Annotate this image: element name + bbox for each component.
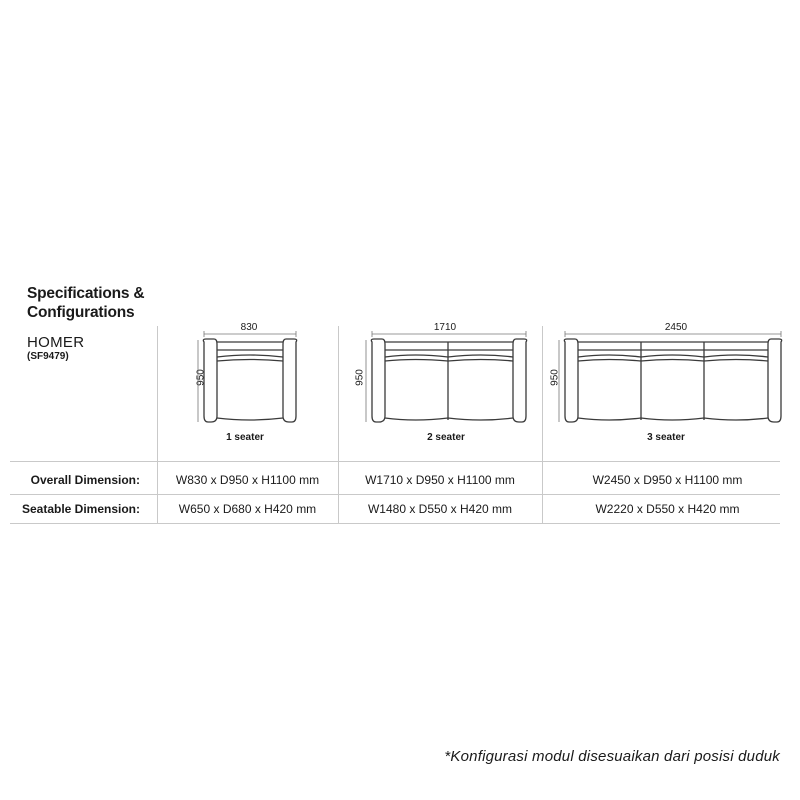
table-middle-rule bbox=[10, 494, 780, 495]
seatable-dimension-3-seater: W2220 x D550 x H420 mm bbox=[595, 502, 740, 516]
row-label-overall-dimension: Overall Dimension: bbox=[30, 473, 140, 487]
config-label-1-seater: 1 seater bbox=[226, 432, 264, 443]
footnote: *Konfigurasi modul disesuaikan dari posisi duduk bbox=[444, 748, 780, 765]
page-title bbox=[27, 284, 144, 322]
seatable-dimension-2-seater: W1480 x D550 x H420 mm bbox=[367, 502, 513, 516]
seatable-dimension-1-seater: W650 x D680 x H420 mm bbox=[178, 502, 317, 516]
title-line-1: Specifications & bbox=[27, 285, 145, 302]
table-bottom-rule bbox=[10, 523, 780, 524]
width-dimension-1-seater: 830 bbox=[240, 322, 258, 333]
depth-dimension-3-seater: 950 bbox=[549, 369, 561, 386]
sofa-diagram-3-seater bbox=[557, 330, 787, 426]
width-dimension-2-seater: 1710 bbox=[433, 322, 457, 333]
width-dimension-3-seater: 2450 bbox=[664, 322, 688, 333]
depth-dimension-2-seater: 950 bbox=[354, 369, 366, 386]
product-code: (SF9479) bbox=[27, 351, 69, 362]
table-top-rule bbox=[10, 461, 780, 462]
sofa-diagram-1-seater bbox=[196, 330, 300, 426]
config-label-3-seater: 3 seater bbox=[647, 432, 685, 443]
overall-dimension-1-seater: W830 x D950 x H1100 mm bbox=[175, 473, 320, 487]
sofa-diagram-2-seater bbox=[364, 330, 530, 426]
title-line-2: Configurations bbox=[27, 304, 135, 321]
overall-dimension-2-seater: W1710 x D950 x H1100 mm bbox=[365, 473, 515, 487]
depth-dimension-1-seater: 950 bbox=[195, 369, 207, 386]
overall-dimension-3-seater: W2450 x D950 x H1100 mm bbox=[592, 473, 743, 487]
product-name: HOMER bbox=[27, 334, 85, 351]
row-label-seatable-dimension: Seatable Dimension: bbox=[21, 502, 140, 516]
config-label-2-seater: 2 seater bbox=[427, 432, 465, 443]
